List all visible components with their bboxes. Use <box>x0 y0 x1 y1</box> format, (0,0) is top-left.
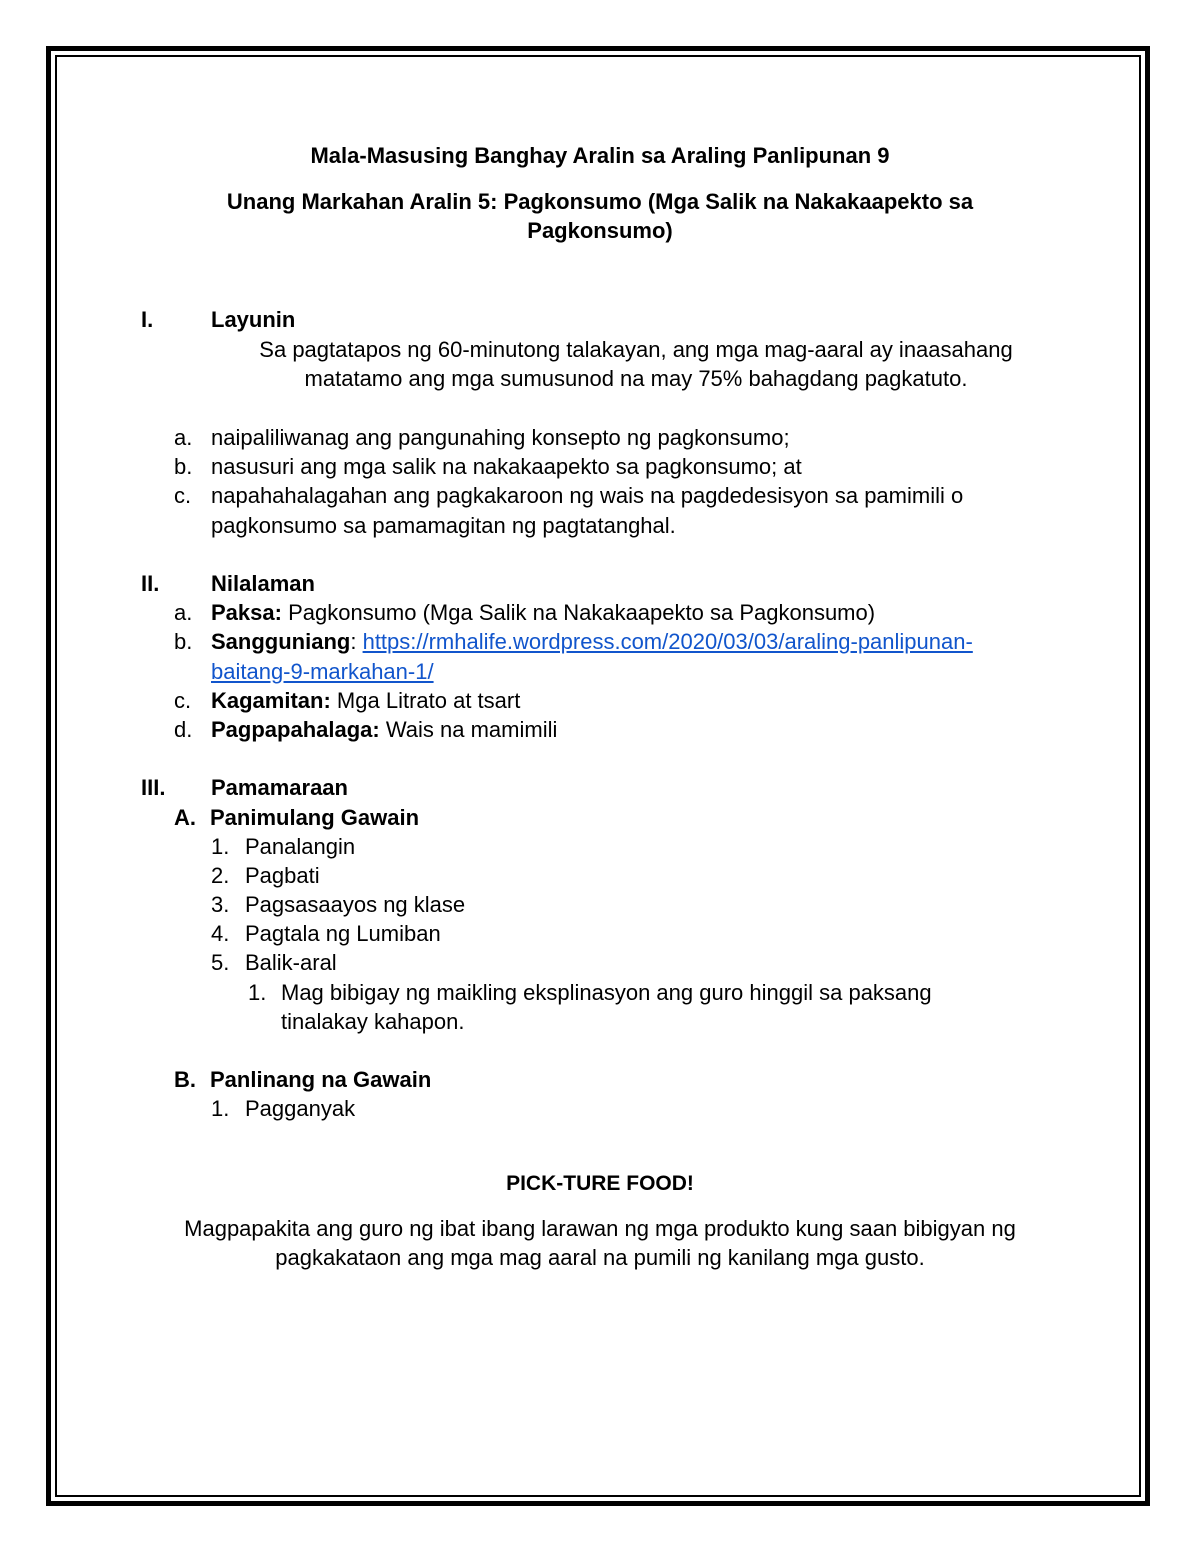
objective-item: nasusuri ang mga salik na nakakaapekto sa pagkonsumo; at <box>211 454 802 479</box>
document-title: Mala-Masusing Banghay Aralin sa Araling Panlipunan 9 <box>310 143 890 168</box>
content-value: Wais na mamimili <box>385 717 558 742</box>
lesson-subtitle-line1: Unang Markahan Aralin 5: Pagkonsumo (Mga Salik na Nakakaapekto sa <box>226 189 974 214</box>
objective-marker: c. <box>174 483 192 508</box>
procedure-marker: 2. <box>211 863 230 888</box>
objective-item: naipaliliwanag ang pangunahing konsepto ng pagkonsumo; <box>211 425 790 450</box>
procedure-marker: 5. <box>211 950 230 975</box>
content-item-sanggunian <box>211 627 973 656</box>
objective-marker: a. <box>174 425 193 450</box>
reference-link[interactable]: https://rmhalife.wordpress.com/2020/03/03/araling-panlipunan- <box>362 629 973 654</box>
content-value: Pagkonsumo (Mga Salik na Nakakaapekto sa Pagkonsumo) <box>288 600 876 625</box>
section1-heading: Layunin <box>211 307 296 332</box>
review-subitem-line1: Mag bibigay ng maikling eksplinasyon ang guro hinggil sa paksang <box>281 980 932 1005</box>
activity-description-line1: Magpapakita ang guro ng ibat ibang larawan ng mga produkto kung saan bibigyan ng <box>184 1216 1016 1241</box>
procedure-marker: 4. <box>211 921 230 946</box>
section2-numeral: II. <box>141 571 160 596</box>
partA-marker: A. <box>174 805 196 830</box>
review-subitem-marker: 1. <box>248 980 267 1005</box>
lesson-subtitle-line2: Pagkonsumo) <box>527 218 673 243</box>
content-marker: c. <box>174 688 192 713</box>
content-item-pagpapahalaga <box>211 715 557 744</box>
procedure-item: Pagbati <box>245 863 320 888</box>
content-label: Pagpapahalaga: <box>211 717 380 742</box>
partB-marker: B. <box>174 1067 196 1092</box>
procedure-marker: 3. <box>211 892 230 917</box>
procedure-marker: 1. <box>211 1096 230 1121</box>
procedure-marker: 1. <box>211 834 230 859</box>
procedure-item: Balik-aral <box>245 950 337 975</box>
section2-heading: Nilalaman <box>211 571 315 596</box>
content-label: Paksa: <box>211 600 282 625</box>
review-subitem-line2: tinalakay kahapon. <box>281 1009 465 1034</box>
content-label: Kagamitan: <box>211 688 331 713</box>
content-marker: b. <box>174 629 193 654</box>
objective-item: napahahalagahan ang pagkakaroon ng wais na pagdedesisyon sa pamimili o <box>211 483 964 508</box>
section1-numeral: I. <box>141 307 154 332</box>
objectives-intro-line2: matatamo ang mga sumusunod na may 75% bahagdang pagkatuto. <box>304 366 968 391</box>
content-marker: d. <box>174 717 193 742</box>
content-label: Sangguniang <box>211 629 351 654</box>
activity-description-line2: pagkakataon ang mga mag aaral na pumili ng kanilang mga gusto. <box>275 1245 925 1270</box>
content-item-paksa <box>211 598 875 627</box>
activity-title: PICK-TURE FOOD! <box>506 1172 694 1195</box>
section3-numeral: III. <box>141 775 166 800</box>
objectives-intro-line1: Sa pagtatapos ng 60-minutong talakayan, ang mga mag-aaral ay inaasahang <box>259 337 1013 362</box>
objective-item-continuation: pagkonsumo sa pamamagitan ng pagtatanghal. <box>211 513 676 538</box>
partA-heading: Panimulang Gawain <box>210 805 420 830</box>
partB-heading: Panlinang na Gawain <box>210 1067 432 1092</box>
procedure-item: Panalangin <box>245 834 356 859</box>
content-value: Mga Litrato at tsart <box>336 688 521 713</box>
procedure-item: Pagganyak <box>245 1096 356 1121</box>
reference-link-continuation[interactable]: baitang-9-markahan-1/ <box>211 659 434 684</box>
procedure-item: Pagsasaayos ng klase <box>245 892 466 917</box>
content-item-kagamitan <box>211 686 520 715</box>
content-marker: a. <box>174 600 193 625</box>
objective-marker: b. <box>174 454 193 479</box>
content-colon: : <box>350 629 357 654</box>
section3-heading: Pamamaraan <box>211 775 348 800</box>
procedure-item: Pagtala ng Lumiban <box>245 921 441 946</box>
